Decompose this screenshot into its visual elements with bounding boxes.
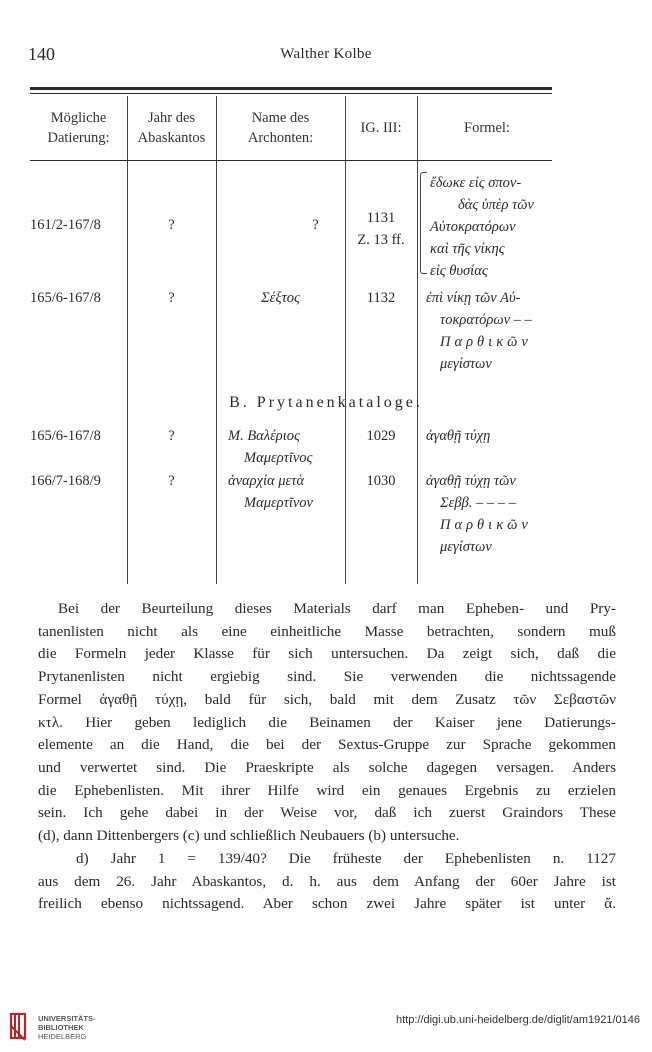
row-a1-year: ? [168,217,175,233]
row-b2-archon-2: Μαμερτῖνον [244,495,313,511]
col-header-ig [345,118,417,138]
row-a2-formula-3: Παρθικῶν [440,334,532,350]
para1-line: und verwertet sind. Die Praeskripte als solche dagegen versagen. Anders [38,758,616,776]
col-header-formula-l1: Formel: [464,120,510,136]
row-a1-ig-1: 1131 [366,210,396,226]
col-header-archon [216,108,345,148]
para1-line: (d), dann Dittenbergers (c) und schließlich Neubauers (b) untersuche. [38,827,460,845]
row-a1-formula-5: εἰς θυσίας [430,263,488,279]
para1-line: elemente an die Hand, die bei der Sextus-Gruppe zur Sprache gekommen [38,736,616,754]
col-header-ig-l1: IG. III: [360,120,402,136]
row-a1-formula-2: δὰς ὑπὲρ τῶν [458,197,534,213]
row-b2-formula-2: Σεββ. – – – – [440,495,516,511]
row-a2-formula-1: ἐπὶ νίκῃ τῶν Αὐ- [426,290,521,306]
page-number: 140 [28,44,55,64]
library-name-l3: HEIDELBERG [38,1032,87,1041]
row-a1-date: 161/2-167/8 [30,217,101,233]
para2-line: freilich ebenso nichtssagend. Aber schon zwei Jahre später ist unter ἄ. [38,895,616,913]
running-head: Walther Kolbe [280,46,372,62]
header-rule [30,160,552,161]
row-b2-year: ? [168,473,175,489]
section-title: B. Prytanenkataloge. [229,394,423,411]
col-header-year-l1: Jahr des [147,110,196,126]
row-b1-ig: 1029 [366,428,396,444]
para1-line: tanenlisten nicht als eine einheitliche Masse betrachten, sondern muß [38,622,616,640]
body-paragraph-2 [38,848,616,916]
row-a2-date: 165/6-167/8 [30,290,101,306]
library-name-l1: UNIVERSITÄTS- [38,1014,96,1023]
library-name-l2: BIBLIOTHEK [38,1023,84,1032]
library-name [38,1014,96,1041]
col-divider-1 [127,96,128,584]
row-b1-archon-1: Μ. Βαλέριος [228,428,300,444]
body-paragraph-1 [38,598,616,848]
col-header-formula [417,118,557,138]
para1-line: Formel ἀγαθῇ τύχῃ, bald für sich, bald mit dem Zusatz τῶν Σεβαστῶν [38,690,616,708]
row-b1-year: ? [168,428,175,444]
para1-line: Prytanenlisten nicht ergiebig sind. Sie verwenden die nichtssagende [38,668,616,686]
col-header-archon-l2: Archonten: [247,130,314,146]
col-divider-4 [417,96,418,584]
row-a2-year: ? [168,290,175,306]
row-b2-formula-1: ἀγαθῇ τύχῃ τῶν [426,473,516,489]
col-header-year [127,108,216,148]
row-b2-ig: 1030 [366,473,396,489]
row-a1-formula-3: Αὐτοκρατόρων [430,219,516,235]
row-b2-formula-4: μεγίστων [440,539,492,555]
para1-line: Bei der Beurteilung dieses Materials darf man Epheben- und Pry- [58,600,616,617]
row-b2-formula-3: Παρθικῶν [440,517,532,533]
row-a1-archon: ? [312,217,319,233]
library-logo-icon [8,1010,34,1044]
row-b2-archon-1: ἀναρχία μετὰ [228,473,305,489]
para1-line: sein. Ich gehe dabei in der Weise vor, daß ich zuerst Graindors These [38,804,616,822]
para1-line: die Ephebenlisten. Mit ihrer Hilfe wird ein genaues Ergebnis zu erzielen [38,781,616,799]
para1-line: die Formeln jeder Klasse für sich untersuchen. Da zeigt sich, daß die [38,645,616,663]
formula-brace [420,172,427,274]
para2-line: aus dem 26. Jahr Abaskantos, d. h. aus dem Anfang der 60er Jahre ist [38,872,616,890]
col-header-year-l2: Abaskantos [137,130,206,146]
para2-line: d) Jahr 1 = 139/40? Die früheste der Ephebenlisten n. 1127 [76,850,616,867]
row-a1-formula-1: ἔδωκε εἰς σπον- [430,175,522,191]
row-a2-ig: 1132 [366,290,396,306]
row-a2-archon: Σέξτος [261,290,300,306]
row-a1-formula-4: καὶ τῆς νίκης [430,241,505,257]
row-a2-formula-4: μεγίστων [440,356,492,372]
top-rule-thin [30,93,552,94]
row-b1-archon-2: Μαμερτῖνος [244,450,313,466]
top-rule-thick [30,87,552,90]
row-a2-formula-2: τοκρατόρων – – [440,312,532,328]
col-header-date [30,108,127,148]
col-header-date-l1: Mögliche [50,110,107,126]
row-b1-date: 165/6-167/8 [30,428,101,444]
row-b1-formula-1: ἀγαθῇ τύχῃ [426,428,491,444]
source-url-link[interactable]: http://digi.ub.uni-heidelberg.de/diglit/am1921/0146 [395,1014,640,1026]
row-b2-date: 166/7-168/9 [30,473,101,489]
para1-line: κτλ. Hier geben lediglich die Beinamen der Kaiser jene Datierungs- [38,713,616,731]
col-header-archon-l1: Name des [251,110,310,126]
col-divider-2 [216,96,217,584]
row-a1-ig-2: Z. 13 ff. [357,232,405,248]
col-divider-3 [345,96,346,584]
col-header-date-l2: Datierung: [47,130,110,146]
